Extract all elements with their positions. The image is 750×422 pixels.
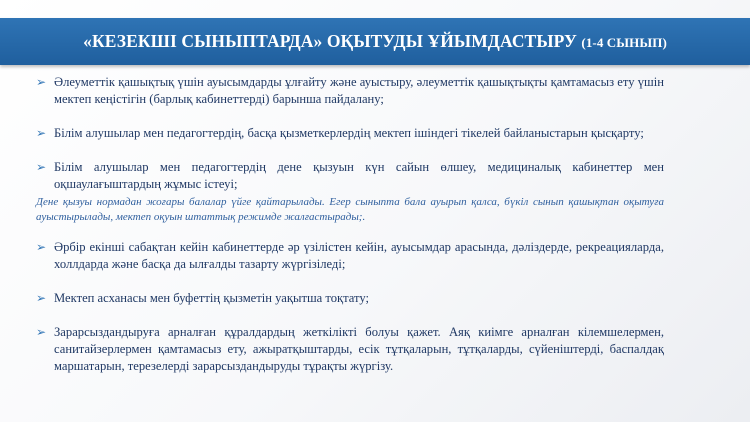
list-item-text: Әрбір екінші сабақтан кейін кабинеттерде әр үзілістен кейін, ауысымдар арасында, дәліздерде, рекреацияларда, холлдарда және басқа да ылғалды тазарту жүргізіледі; <box>54 240 664 271</box>
bullet-list <box>36 74 664 375</box>
arrow-bullet-icon: ➢ <box>36 75 47 89</box>
arrow-bullet-icon: ➢ <box>36 325 47 339</box>
arrow-bullet-icon: ➢ <box>36 160 47 174</box>
arrow-bullet-icon: ➢ <box>36 126 47 140</box>
list-item-text: Әлеуметтік қашықтық үшін ауысымдарды ұлғайту және ауыстыру, әлеуметтік қашықтықты қамтамасыз ету үшін мектеп кеңістігін (барлық кабинеттерді) барынша пайдалану; <box>54 75 664 106</box>
list-item-text: Білім алушылар мен педагогтердің, басқа қызметкерлердің мектеп ішіндегі тікелей байланыстарын қысқарту; <box>54 126 644 140</box>
list-item <box>36 74 664 108</box>
arrow-bullet-icon: ➢ <box>36 240 47 254</box>
list-item-text: Зарарсыздандыруға арналған құралдардың жеткілікті болуы қажет. Аяқ киімге арналған кілемшелермен, санитайзерлермен қамтамасыз ету, ажыратқыштарды, есік тұтқаларын, тұтқаларды, сүйеніштерді, баспалдақ маршатарын, терезелерді зарарсыздандыруды тұрақты жүргізу. <box>54 325 664 373</box>
title-banner <box>0 18 750 65</box>
slide-title-main: «КЕЗЕКШІ СЫНЫПТАРДА» ОҚЫТУДЫ ҰЙЫМДАСТЫРУ <box>83 31 577 51</box>
temperature-note: Дене қызуы нормадан жоғары балалар үйге қайтарылады. Егер сыныпта бала ауырып қалса, бүкіл сынып қашықтан оқытуға ауыстырылады, мектеп оқуын штаттық режимде жалғастырады;. <box>36 196 664 223</box>
list-item-text: Мектеп асханасы мен буфеттің қызметін уақытша тоқтату; <box>54 291 370 305</box>
list-item-text: Білім алушылар мен педагогтердің дене қызуын күн сайын өлшеу, медициналық кабинеттер мен оқшаулағыштардың жұмыс істеуі; <box>54 160 664 191</box>
list-item <box>36 125 664 142</box>
list-item <box>36 159 664 193</box>
list-item <box>36 324 664 375</box>
list-item <box>36 239 664 273</box>
list-item <box>36 290 664 307</box>
arrow-bullet-icon: ➢ <box>36 291 47 305</box>
slide-title <box>83 31 667 52</box>
slide-title-sub: (1-4 СЫНЫП) <box>581 35 667 50</box>
